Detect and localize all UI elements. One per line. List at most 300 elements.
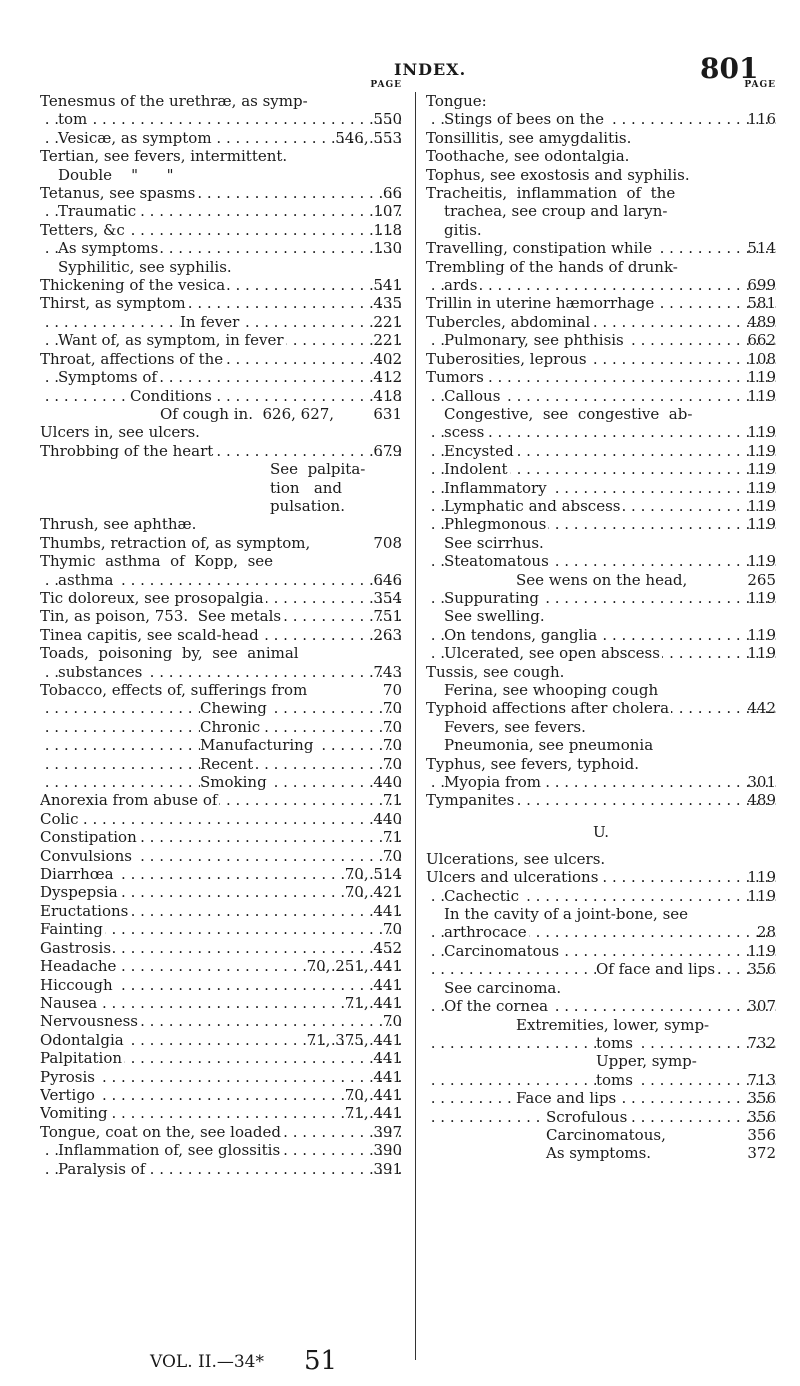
- entry-page-refs: 713: [747, 1070, 776, 1089]
- volume-mark: VOL. II.—34*: [150, 1352, 264, 1372]
- entry-page-refs: 354: [373, 588, 402, 607]
- entry-term: Vertigo: [40, 1085, 95, 1104]
- index-entry: [426, 202, 776, 220]
- entry-page-refs: 70: [382, 1012, 402, 1031]
- entry-term: Tubercles, abdominal: [426, 312, 591, 331]
- entry-term: See palpita-: [270, 460, 366, 479]
- index-entry: [40, 423, 402, 441]
- entry-term: Eructations: [40, 901, 129, 920]
- index-entry: [40, 442, 402, 460]
- entry-page-refs: 71, 441: [344, 1104, 402, 1123]
- index-entry: [426, 184, 776, 202]
- index-entry: [40, 626, 402, 644]
- index-entry: [40, 368, 402, 386]
- entry-page-refs: 356: [747, 1107, 776, 1126]
- entry-term: Conditions: [130, 386, 212, 405]
- index-entry: [426, 1034, 776, 1052]
- entry-term: Hiccough: [40, 975, 113, 994]
- entry-page-refs: 71: [382, 828, 402, 847]
- index-entry: [426, 868, 776, 886]
- entry-term: Callous: [444, 386, 501, 405]
- index-entry: [426, 997, 776, 1015]
- entry-page-refs: 356: [747, 1125, 776, 1144]
- entry-page-refs: 307: [747, 997, 776, 1016]
- entry-page-refs: 441: [373, 1049, 402, 1068]
- entry-term: Constipation: [40, 828, 137, 847]
- entry-page-refs: 646: [373, 570, 402, 589]
- index-entry: [426, 239, 776, 257]
- entry-term: Palpitation: [40, 1049, 123, 1068]
- index-entry: [40, 663, 402, 681]
- entry-page-refs: 70: [382, 736, 402, 755]
- entry-term: In the cavity of a joint-bone, see: [444, 905, 689, 924]
- index-entry: [40, 294, 402, 312]
- entry-term: Dyspepsia: [40, 883, 118, 902]
- entry-page-refs: 119: [747, 552, 776, 571]
- entry-page-refs: 66: [382, 184, 402, 203]
- entry-term: toms: [596, 1070, 633, 1089]
- entry-term: Anorexia from abuse of: [40, 791, 218, 810]
- entry-term: Fainting: [40, 920, 103, 939]
- entry-page-refs: 397: [373, 1122, 402, 1141]
- entry-term: toms: [596, 1033, 633, 1052]
- entry-term: As symptoms: [58, 239, 159, 258]
- entry-term: Tracheitis, inflammation of the: [426, 184, 676, 203]
- entry-term: Thumbs, retraction of, as symptom,: [40, 533, 311, 552]
- entry-page-refs: 221: [373, 312, 402, 331]
- entry-page-refs: 356: [747, 1089, 776, 1108]
- page-column-heading: PAGE: [370, 80, 402, 90]
- entry-term: Tuberosities, leprous: [426, 349, 587, 368]
- index-entry: [426, 534, 776, 552]
- index-entry: [426, 699, 776, 717]
- index-entry: [40, 1104, 402, 1122]
- entry-term: Myopia from: [444, 773, 541, 792]
- entry-term: Toothache, see odontalgia.: [426, 147, 630, 166]
- entry-page-refs: 107: [373, 202, 402, 221]
- entry-page-refs: 751: [373, 607, 402, 626]
- entry-page-refs: 743: [373, 662, 402, 681]
- entry-page-refs: 70: [382, 846, 402, 865]
- index-entry: [426, 460, 776, 478]
- entry-term: Of face and lips: [596, 960, 716, 979]
- entry-page-refs: 70, 441: [344, 1085, 402, 1104]
- entry-term: pulsation.: [270, 496, 345, 515]
- entry-term: Throbbing of the heart: [40, 441, 214, 460]
- entry-page-refs: 71: [382, 791, 402, 810]
- index-entry: [426, 718, 776, 736]
- entry-page-refs: 70, 421: [344, 883, 402, 902]
- entry-term: Tussis, see cough.: [426, 662, 565, 681]
- entry-term: Cachectic: [444, 886, 519, 905]
- index-entry: [426, 387, 776, 405]
- index-entry: [426, 905, 776, 923]
- entry-term: Face and lips: [516, 1089, 617, 1108]
- entry-page-refs: 28: [756, 923, 776, 942]
- entry-term: See scirrhus.: [444, 533, 544, 552]
- entry-term: Phlegmonous: [444, 515, 547, 534]
- index-entry: [40, 755, 402, 773]
- index-entry: [40, 773, 402, 791]
- entry-page-refs: 402: [373, 349, 402, 368]
- index-entry: [426, 350, 776, 368]
- entry-term: See swelling.: [444, 607, 545, 626]
- index-entry: [426, 589, 776, 607]
- index-entry: [426, 1016, 776, 1034]
- entry-page-refs: 70, 514: [344, 865, 402, 884]
- entry-term: Manufacturing: [200, 736, 314, 755]
- index-entry: [426, 276, 776, 294]
- index-entry: [40, 387, 402, 405]
- entry-page-refs: 391: [373, 1159, 402, 1178]
- page-number: 801: [700, 52, 759, 85]
- index-entry: [40, 810, 402, 828]
- entry-page-refs: 221: [373, 331, 402, 350]
- entry-page-refs: 130: [373, 239, 402, 258]
- entry-page-refs: 119: [747, 478, 776, 497]
- index-entry: [426, 1108, 776, 1126]
- entry-page-refs: 263: [373, 625, 402, 644]
- index-entry: [40, 276, 402, 294]
- entry-page-refs: 119: [747, 368, 776, 387]
- entry-page-refs: 440: [373, 773, 402, 792]
- entry-term: Tetanus, see spasms: [40, 184, 196, 203]
- entry-term: gitis.: [444, 220, 482, 239]
- entry-term: Traumatic: [58, 202, 137, 221]
- entry-term: Nervousness: [40, 1012, 138, 1031]
- entry-term: Trillin in uterine hæmorrhage: [426, 294, 655, 313]
- entry-page-refs: 441: [373, 1067, 402, 1086]
- entry-page-refs: 390: [373, 1141, 402, 1160]
- entry-term: arthrocace: [444, 923, 527, 942]
- index-entry: [426, 92, 776, 110]
- entry-term: Stings of bees on the: [444, 110, 605, 129]
- index-entry: [40, 681, 402, 699]
- index-entry: [426, 791, 776, 809]
- entry-term: In fever: [180, 312, 240, 331]
- index-entry: [40, 92, 402, 110]
- index-entry: [40, 718, 402, 736]
- entry-term: Tin, as poison, 753. See metals: [40, 607, 282, 626]
- index-entry: [40, 1049, 402, 1067]
- index-entry: [426, 979, 776, 997]
- entry-term: Tinea capitis, see scald-head: [40, 625, 259, 644]
- entry-term: Tic doloreux, see prosopalgia: [40, 588, 264, 607]
- index-entry: [40, 258, 402, 276]
- index-entry: [426, 423, 776, 441]
- index-entry: [426, 607, 776, 625]
- index-entry: [40, 865, 402, 883]
- entry-term: Thrush, see aphthæ.: [40, 515, 197, 534]
- index-entry: [40, 828, 402, 846]
- index-entry: [426, 368, 776, 386]
- index-entry: [426, 442, 776, 460]
- entry-term: tion and: [270, 478, 343, 497]
- entry-page-refs: 489: [747, 791, 776, 810]
- entry-term: Thickening of the vesica: [40, 276, 226, 295]
- entry-term: Vomiting: [40, 1104, 108, 1123]
- entry-term: Suppurating: [444, 588, 540, 607]
- entry-term: Travelling, constipation while: [426, 239, 653, 258]
- entry-page-refs: 70: [382, 717, 402, 736]
- entry-page-refs: 70, 251, 441: [306, 957, 402, 976]
- entry-page-refs: 119: [747, 441, 776, 460]
- index-entry: [426, 110, 776, 128]
- index-entry: [40, 1068, 402, 1086]
- index-entry: [40, 902, 402, 920]
- entry-page-refs: 356: [747, 960, 776, 979]
- index-entry: [40, 699, 402, 717]
- entry-term: Ulcerations, see ulcers.: [426, 849, 606, 868]
- entry-term: Nausea: [40, 993, 98, 1012]
- entry-page-refs: 119: [747, 496, 776, 515]
- index-entry: [426, 147, 776, 165]
- entry-term: Gastrosis: [40, 938, 112, 957]
- index-entry: [40, 939, 402, 957]
- entry-page-refs: 119: [747, 460, 776, 479]
- index-entry: [426, 571, 776, 589]
- entry-term: Of cough in. 626, 627,: [160, 404, 335, 423]
- index-entry: [426, 681, 776, 699]
- entry-page-refs: 452: [373, 938, 402, 957]
- entry-page-refs: 71, 441: [344, 993, 402, 1012]
- index-entry: [40, 1086, 402, 1104]
- entry-term: Thirst, as symptom: [40, 294, 186, 313]
- index-entry: [426, 331, 776, 349]
- index-entry: [40, 221, 402, 239]
- entry-term: Recent: [200, 754, 254, 773]
- index-entry: [40, 736, 402, 754]
- index-entry: [426, 736, 776, 754]
- entry-term: See carcinoma.: [444, 978, 562, 997]
- entry-page-refs: 440: [373, 809, 402, 828]
- entry-page-refs: 441: [373, 975, 402, 994]
- entry-page-refs: 489: [747, 312, 776, 331]
- index-entry: [426, 1089, 776, 1107]
- index-entry: [426, 552, 776, 570]
- index-entry: [426, 644, 776, 662]
- index-entry: [426, 663, 776, 681]
- index-entry: [426, 515, 776, 533]
- index-entry: [40, 129, 402, 147]
- entry-term: Tenesmus of the urethræ, as symp-: [40, 92, 308, 110]
- index-entry: [40, 350, 402, 368]
- entry-page-refs: 435: [373, 294, 402, 313]
- index-entry: [426, 405, 776, 423]
- entry-term: Odontalgia: [40, 1030, 124, 1049]
- index-entry: [426, 1071, 776, 1089]
- index-entry: [426, 887, 776, 905]
- index-entry: [40, 515, 402, 533]
- entry-page-refs: 119: [747, 423, 776, 442]
- entry-term: Trembling of the hands of drunk-: [426, 257, 678, 276]
- right-column: [426, 78, 776, 1163]
- entry-term: Ulcerated, see open abscess: [444, 644, 660, 663]
- entry-term: Inflammation of, see glossitis: [58, 1141, 281, 1160]
- entry-page-refs: 108: [747, 349, 776, 368]
- index-entry: [426, 626, 776, 644]
- entry-page-refs: 541: [373, 276, 402, 295]
- entry-term: Want of, as symptom, in fever: [58, 331, 284, 350]
- index-entry: [426, 497, 776, 515]
- entry-term: Toads, poisoning by, see animal: [40, 644, 299, 663]
- index-entry: [426, 294, 776, 312]
- index-entry: [40, 1031, 402, 1049]
- entry-term: Double " ": [58, 165, 174, 184]
- entry-term: Symptoms of: [58, 368, 157, 387]
- entry-term: Typhoid affections after cholera: [426, 699, 670, 718]
- index-entry: [426, 755, 776, 773]
- entry-term: Tophus, see exostosis and syphilis.: [426, 165, 690, 184]
- entry-page-refs: 550: [373, 110, 402, 129]
- entry-term: Encysted: [444, 441, 514, 460]
- entry-term: Scrofulous: [546, 1107, 628, 1126]
- entry-page-refs: 119: [747, 625, 776, 644]
- entry-page-refs: 70: [382, 920, 402, 939]
- entry-page-refs: 662: [747, 331, 776, 350]
- entry-page-refs: 301: [747, 773, 776, 792]
- index-entry: [40, 331, 402, 349]
- index-entry: [426, 1126, 776, 1144]
- entry-term: Indolent: [444, 460, 508, 479]
- index-entry: [426, 1144, 776, 1162]
- entry-term: Tobacco, effects of, sufferings from: [40, 681, 308, 699]
- entry-term: Vesicæ, as symptom: [58, 128, 212, 147]
- entry-term: Fevers, see fevers.: [444, 717, 586, 736]
- index-entry: [40, 534, 402, 552]
- entry-term: asthma: [58, 570, 114, 589]
- index-entry: [426, 479, 776, 497]
- entry-page-refs: 442: [747, 699, 776, 718]
- entry-term: On tendons, ganglia: [444, 625, 598, 644]
- index-entry: [426, 942, 776, 960]
- entry-term: ards: [444, 276, 478, 295]
- entry-term: Tonsillitis, see amygdalitis.: [426, 128, 632, 147]
- index-entry: [426, 960, 776, 978]
- entry-page-refs: 119: [747, 886, 776, 905]
- index-entry: [40, 920, 402, 938]
- index-entry: [40, 1012, 402, 1030]
- index-entry: [40, 184, 402, 202]
- entry-term: Typhus, see fevers, typhoid.: [426, 754, 640, 773]
- entry-page-refs: 265: [747, 570, 776, 589]
- index-entry: [426, 129, 776, 147]
- entry-page-refs: 441: [373, 901, 402, 920]
- entry-term: Tongue:: [426, 92, 487, 110]
- entry-term: Ulcers and ulcerations: [426, 868, 599, 887]
- index-list-left: [40, 92, 402, 1178]
- index-entry: [40, 883, 402, 901]
- entry-term: Chronic: [200, 717, 261, 736]
- entry-term: trachea, see croup and laryn-: [444, 202, 668, 221]
- entry-page-refs: 70: [382, 699, 402, 718]
- entry-term: substances: [58, 662, 143, 681]
- section-letter: U.: [592, 822, 610, 841]
- entry-term: Ulcers in, see ulcers.: [40, 423, 200, 442]
- entry-page-refs: 70: [382, 681, 402, 699]
- entry-term: Convulsions: [40, 846, 132, 865]
- entry-term: Syphilitic, see syphilis.: [58, 257, 232, 276]
- entry-term: Inflammatory: [444, 478, 547, 497]
- entry-term: Extremities, lower, symp-: [516, 1015, 710, 1034]
- index-entry: [40, 957, 402, 975]
- index-list-right: [426, 92, 776, 1163]
- entry-page-refs: 119: [747, 386, 776, 405]
- entry-page-refs: 71, 375, 441: [306, 1030, 402, 1049]
- index-entry: [40, 791, 402, 809]
- entry-term: Tumors: [426, 368, 484, 387]
- entry-term: Throat, affections of the: [40, 349, 224, 368]
- page-column-heading: PAGE: [744, 80, 776, 90]
- entry-term: Of the cornea: [444, 997, 549, 1016]
- index-entry: [40, 976, 402, 994]
- entry-term: Colic: [40, 809, 79, 828]
- index-entry: [426, 258, 776, 276]
- entry-term: Carcinomatous,: [546, 1125, 666, 1144]
- entry-page-refs: 116: [747, 110, 776, 129]
- index-entry: [40, 589, 402, 607]
- index-entry: [426, 166, 776, 184]
- entry-term: Tongue, coat on the, see loaded: [40, 1122, 282, 1141]
- index-entry: [40, 313, 402, 331]
- index-entry: [426, 1052, 776, 1070]
- index-entry: [40, 405, 402, 423]
- index-entry: [40, 497, 402, 515]
- index-entry: [40, 202, 402, 220]
- entry-term: Upper, symp-: [596, 1052, 697, 1071]
- index-entry: [40, 847, 402, 865]
- entry-page-refs: 118: [373, 220, 402, 239]
- entry-page-refs: 708: [373, 533, 402, 552]
- column-divider: [415, 92, 416, 1360]
- index-entry: [40, 1160, 402, 1178]
- entry-term: Thymic asthma of Kopp, see: [40, 552, 274, 571]
- entry-page-refs: 119: [747, 644, 776, 663]
- index-entry: [426, 221, 776, 239]
- entry-page-refs: 679: [373, 441, 402, 460]
- entry-page-refs: 631: [373, 404, 402, 423]
- entry-page-refs: 732: [747, 1033, 776, 1052]
- entry-term: Pulmonary, see phthisis: [444, 331, 624, 350]
- entry-term: tom: [58, 110, 88, 129]
- entry-page-refs: 119: [747, 941, 776, 960]
- entry-term: Ferina, see whooping cough: [444, 681, 659, 699]
- entry-term: Smoking: [200, 773, 267, 792]
- entry-page-refs: 119: [747, 868, 776, 887]
- entry-term: Tympanites: [426, 791, 515, 810]
- entry-term: See wens on the head,: [516, 570, 688, 589]
- entry-page-refs: 418: [373, 386, 402, 405]
- index-entry: [40, 571, 402, 589]
- entry-page-refs: 514: [747, 239, 776, 258]
- index-entry: [426, 923, 776, 941]
- entry-page-refs: 119: [747, 515, 776, 534]
- index-entry: [40, 1141, 402, 1159]
- entry-term: Carcinomatous: [444, 941, 560, 960]
- index-entry: [40, 607, 402, 625]
- entry-term: Diarrhœa: [40, 865, 114, 884]
- entry-term: Pneumonia, see pneumonia: [444, 736, 654, 755]
- entry-page-refs: 546, 553: [335, 128, 402, 147]
- footer: [150, 1346, 338, 1376]
- left-column: [40, 78, 402, 1178]
- index-entry: [40, 994, 402, 1012]
- entry-page-refs: 119: [747, 588, 776, 607]
- index-entry: [40, 644, 402, 662]
- signature-mark: 51: [304, 1346, 338, 1376]
- entry-term: Tetters, &c: [40, 220, 125, 239]
- entry-term: Chewing: [200, 699, 267, 718]
